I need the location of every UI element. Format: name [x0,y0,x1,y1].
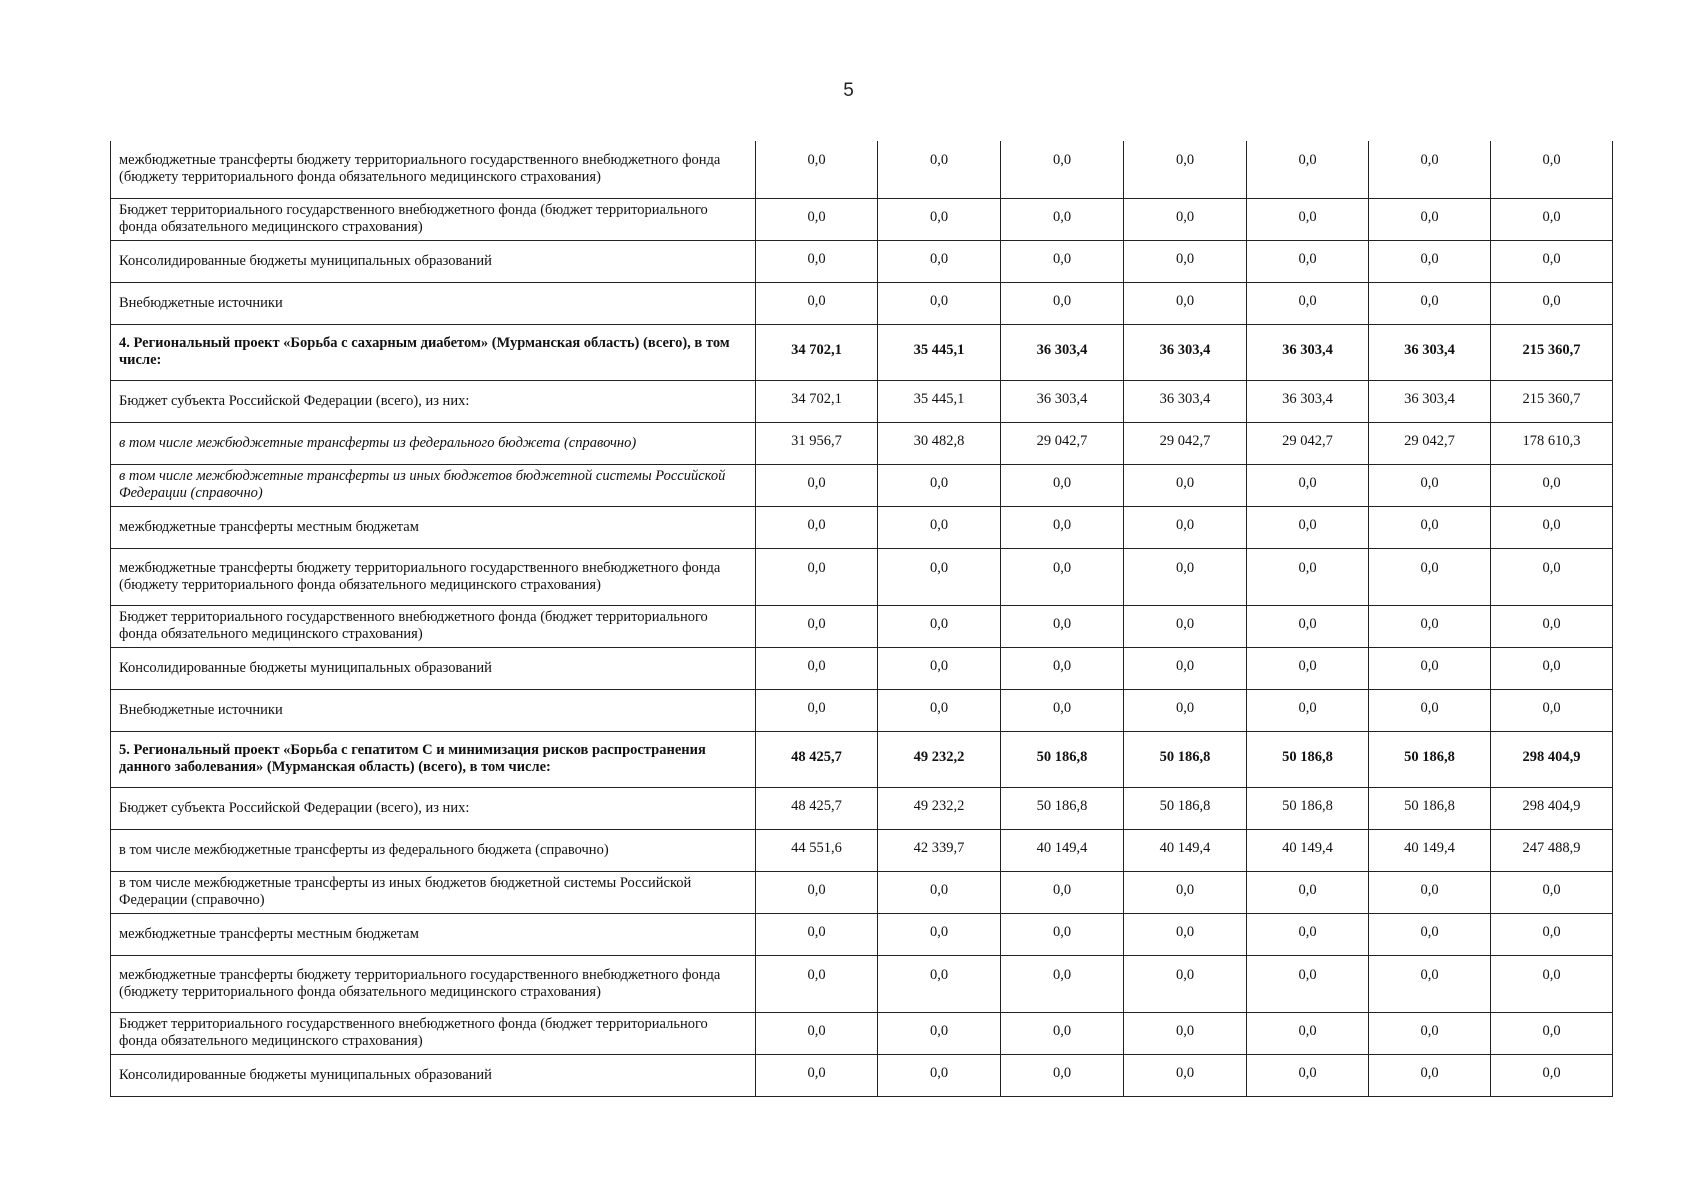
value-cell: 0,0 [1491,955,1613,1012]
value-cell: 0,0 [1124,647,1247,689]
row-label: в том числе межбюджетные трансферты из иных бюджетов бюджетной системы Российской Федерации (справочно) [111,464,756,506]
value-cell: 0,0 [878,548,1001,605]
value-cell: 0,0 [1369,913,1491,955]
value-cell: 0,0 [1001,913,1124,955]
value-cell: 0,0 [1247,548,1369,605]
value-cell: 0,0 [1001,647,1124,689]
value-cell: 50 186,8 [1001,731,1124,787]
value-cell: 0,0 [1001,240,1124,282]
value-cell: 0,0 [1369,647,1491,689]
value-cell: 0,0 [1124,955,1247,1012]
value-cell: 0,0 [1124,1012,1247,1054]
row-label: Консолидированные бюджеты муниципальных образований [111,1054,756,1096]
table-row [111,787,1613,829]
value-cell: 0,0 [1247,141,1369,198]
value-cell: 0,0 [1124,605,1247,647]
value-cell: 0,0 [756,955,878,1012]
value-cell: 0,0 [878,1012,1001,1054]
value-cell: 36 303,4 [1369,324,1491,380]
value-cell: 0,0 [1001,1012,1124,1054]
value-cell: 29 042,7 [1124,422,1247,464]
value-cell: 0,0 [878,464,1001,506]
row-label: Бюджет субъекта Российской Федерации (всего), из них: [111,787,756,829]
table-body [111,141,1613,1096]
value-cell: 0,0 [1247,198,1369,240]
value-cell: 0,0 [878,689,1001,731]
row-label: Бюджет территориального государственного внебюджетного фонда (бюджет территориального фонда обязательного медицинского страхования) [111,605,756,647]
value-cell: 0,0 [1369,464,1491,506]
value-cell: 0,0 [878,913,1001,955]
row-label: межбюджетные трансферты бюджету территориального государственного внебюджетного фонда (бюджету территориального фонда обязательного медицинского страхования) [111,548,756,605]
table-row [111,141,1613,198]
value-cell: 0,0 [756,605,878,647]
value-cell: 0,0 [756,464,878,506]
value-cell: 0,0 [756,141,878,198]
value-cell: 0,0 [1124,913,1247,955]
value-cell: 49 232,2 [878,731,1001,787]
value-cell: 0,0 [878,198,1001,240]
value-cell: 44 551,6 [756,829,878,871]
value-cell: 0,0 [1491,913,1613,955]
value-cell: 35 445,1 [878,380,1001,422]
value-cell: 0,0 [1491,1012,1613,1054]
value-cell: 0,0 [1491,141,1613,198]
value-cell: 0,0 [1001,689,1124,731]
value-cell: 40 149,4 [1369,829,1491,871]
value-cell: 29 042,7 [1369,422,1491,464]
value-cell: 36 303,4 [1001,380,1124,422]
table-row [111,464,1613,506]
value-cell: 29 042,7 [1001,422,1124,464]
table-row [111,282,1613,324]
value-cell: 0,0 [1491,240,1613,282]
value-cell: 0,0 [1369,240,1491,282]
value-cell: 0,0 [1491,198,1613,240]
value-cell: 0,0 [1001,605,1124,647]
table-row [111,829,1613,871]
value-cell: 0,0 [1369,506,1491,548]
value-cell: 36 303,4 [1369,380,1491,422]
value-cell: 50 186,8 [1369,787,1491,829]
value-cell: 40 149,4 [1247,829,1369,871]
value-cell: 0,0 [1369,198,1491,240]
budget-table [110,141,1613,1097]
value-cell: 0,0 [1124,548,1247,605]
row-label: Консолидированные бюджеты муниципальных образований [111,240,756,282]
table-row [111,422,1613,464]
value-cell: 0,0 [1247,871,1369,913]
value-cell: 0,0 [1001,141,1124,198]
row-label: межбюджетные трансферты бюджету территориального государственного внебюджетного фонда (бюджету территориального фонда обязательного медицинского страхования) [111,955,756,1012]
value-cell: 0,0 [1369,141,1491,198]
value-cell: 298 404,9 [1491,731,1613,787]
row-label: Внебюджетные источники [111,282,756,324]
row-label: в том числе межбюджетные трансферты из федерального бюджета (справочно) [111,422,756,464]
value-cell: 0,0 [756,689,878,731]
value-cell: 40 149,4 [1001,829,1124,871]
table-row [111,731,1613,787]
value-cell: 178 610,3 [1491,422,1613,464]
value-cell: 0,0 [878,1054,1001,1096]
value-cell: 0,0 [1491,605,1613,647]
value-cell: 0,0 [1369,1012,1491,1054]
value-cell: 48 425,7 [756,731,878,787]
value-cell: 0,0 [1124,141,1247,198]
value-cell: 0,0 [878,240,1001,282]
row-label: 5. Региональный проект «Борьба с гепатитом С и минимизация рисков распространения данного заболевания» (Мурманская область) (всего), в том числе: [111,731,756,787]
value-cell: 50 186,8 [1124,787,1247,829]
value-cell: 0,0 [1247,689,1369,731]
page-number: 5 [843,80,854,101]
table-row [111,548,1613,605]
value-cell: 48 425,7 [756,787,878,829]
value-cell: 31 956,7 [756,422,878,464]
value-cell: 36 303,4 [1124,324,1247,380]
value-cell: 0,0 [756,506,878,548]
value-cell: 50 186,8 [1369,731,1491,787]
value-cell: 0,0 [1001,548,1124,605]
value-cell: 0,0 [756,282,878,324]
value-cell: 0,0 [878,605,1001,647]
value-cell: 0,0 [1369,689,1491,731]
table-row [111,955,1613,1012]
value-cell: 50 186,8 [1247,787,1369,829]
table-row [111,647,1613,689]
value-cell: 0,0 [1369,955,1491,1012]
value-cell: 30 482,8 [878,422,1001,464]
table-row [111,605,1613,647]
table-row [111,1054,1613,1096]
table-row [111,913,1613,955]
value-cell: 36 303,4 [1247,324,1369,380]
value-cell: 0,0 [1491,464,1613,506]
value-cell: 0,0 [1124,1054,1247,1096]
value-cell: 215 360,7 [1491,380,1613,422]
value-cell: 0,0 [1247,464,1369,506]
row-label: межбюджетные трансферты местным бюджетам [111,506,756,548]
value-cell: 0,0 [756,647,878,689]
row-label: 4. Региональный проект «Борьба с сахарным диабетом» (Мурманская область) (всего), в том числе: [111,324,756,380]
row-label: Бюджет субъекта Российской Федерации (всего), из них: [111,380,756,422]
value-cell: 0,0 [1124,282,1247,324]
value-cell: 49 232,2 [878,787,1001,829]
value-cell: 0,0 [1491,282,1613,324]
value-cell: 0,0 [1491,689,1613,731]
value-cell: 0,0 [1001,871,1124,913]
value-cell: 0,0 [1491,506,1613,548]
value-cell: 0,0 [1369,871,1491,913]
value-cell: 0,0 [1247,605,1369,647]
value-cell: 0,0 [1001,282,1124,324]
value-cell: 0,0 [1001,1054,1124,1096]
value-cell: 0,0 [1491,647,1613,689]
value-cell: 0,0 [1491,548,1613,605]
table-row [111,506,1613,548]
value-cell: 40 149,4 [1124,829,1247,871]
value-cell: 0,0 [1124,198,1247,240]
value-cell: 0,0 [878,871,1001,913]
value-cell: 0,0 [878,141,1001,198]
value-cell: 0,0 [1369,282,1491,324]
value-cell: 247 488,9 [1491,829,1613,871]
value-cell: 34 702,1 [756,380,878,422]
table-row [111,198,1613,240]
value-cell: 0,0 [756,1012,878,1054]
value-cell: 50 186,8 [1001,787,1124,829]
value-cell: 215 360,7 [1491,324,1613,380]
value-cell: 0,0 [1001,464,1124,506]
value-cell: 0,0 [1001,506,1124,548]
value-cell: 0,0 [756,1054,878,1096]
value-cell: 36 303,4 [1001,324,1124,380]
row-label: Консолидированные бюджеты муниципальных образований [111,647,756,689]
value-cell: 0,0 [1247,913,1369,955]
row-label: Бюджет территориального государственного внебюджетного фонда (бюджет территориального фонда обязательного медицинского страхования) [111,1012,756,1054]
value-cell: 0,0 [1247,647,1369,689]
value-cell: 0,0 [878,506,1001,548]
value-cell: 35 445,1 [878,324,1001,380]
row-label: Внебюджетные источники [111,689,756,731]
row-label: Бюджет территориального государственного внебюджетного фонда (бюджет территориального фонда обязательного медицинского страхования) [111,198,756,240]
value-cell: 34 702,1 [756,324,878,380]
value-cell: 50 186,8 [1124,731,1247,787]
value-cell: 0,0 [1001,198,1124,240]
row-label: в том числе межбюджетные трансферты из федерального бюджета (справочно) [111,829,756,871]
value-cell: 0,0 [878,647,1001,689]
value-cell: 0,0 [1124,871,1247,913]
table-row [111,240,1613,282]
table-row [111,1012,1613,1054]
value-cell: 0,0 [756,240,878,282]
value-cell: 0,0 [1369,548,1491,605]
value-cell: 0,0 [1247,1054,1369,1096]
table-row [111,380,1613,422]
value-cell: 0,0 [1247,240,1369,282]
value-cell: 42 339,7 [878,829,1001,871]
value-cell: 0,0 [756,913,878,955]
row-label: межбюджетные трансферты местным бюджетам [111,913,756,955]
value-cell: 0,0 [1491,1054,1613,1096]
table-row [111,324,1613,380]
value-cell: 0,0 [878,955,1001,1012]
value-cell: 0,0 [1001,955,1124,1012]
row-label: в том числе межбюджетные трансферты из иных бюджетов бюджетной системы Российской Федерации (справочно) [111,871,756,913]
table-row [111,871,1613,913]
value-cell: 50 186,8 [1247,731,1369,787]
row-label: межбюджетные трансферты бюджету территориального государственного внебюджетного фонда (бюджету территориального фонда обязательного медицинского страхования) [111,141,756,198]
value-cell: 0,0 [1124,240,1247,282]
value-cell: 0,0 [1124,689,1247,731]
value-cell: 0,0 [1124,464,1247,506]
value-cell: 0,0 [878,282,1001,324]
value-cell: 36 303,4 [1247,380,1369,422]
value-cell: 0,0 [756,548,878,605]
table-row [111,689,1613,731]
value-cell: 298 404,9 [1491,787,1613,829]
value-cell: 29 042,7 [1247,422,1369,464]
value-cell: 0,0 [1247,1012,1369,1054]
value-cell: 36 303,4 [1124,380,1247,422]
value-cell: 0,0 [1491,871,1613,913]
value-cell: 0,0 [756,198,878,240]
value-cell: 0,0 [1247,506,1369,548]
value-cell: 0,0 [756,871,878,913]
value-cell: 0,0 [1124,506,1247,548]
value-cell: 0,0 [1247,955,1369,1012]
value-cell: 0,0 [1369,605,1491,647]
value-cell: 0,0 [1369,1054,1491,1096]
value-cell: 0,0 [1247,282,1369,324]
